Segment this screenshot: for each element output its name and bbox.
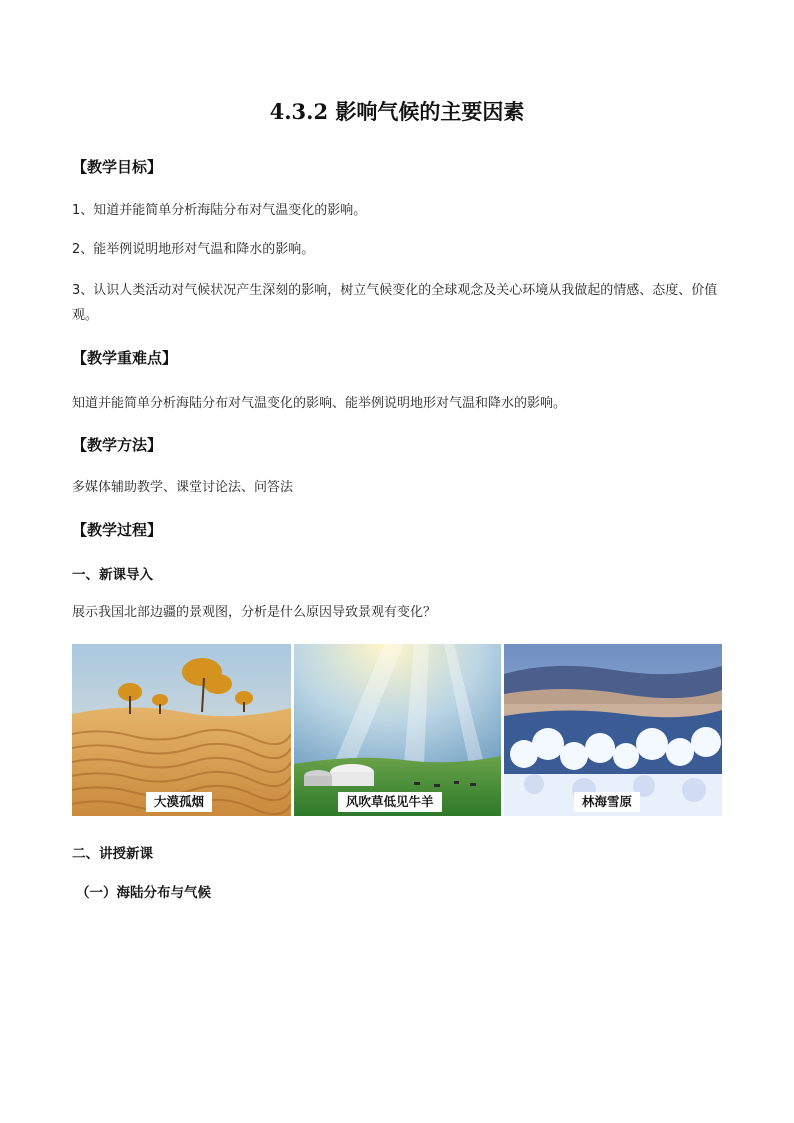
snow-forest-photo [504,644,722,816]
landscape-photos [72,644,722,816]
part2-subheading: （一）海陆分布与气候 [76,885,211,901]
page-title: 4.3.2 影响气候的主要因素 [269,99,525,124]
key-points-heading: 【教学重难点】 [72,349,178,367]
photo-caption-grassland: 风吹草低见牛羊 [338,792,442,812]
part2-heading: 二、讲授新课 [72,846,153,862]
goals-heading: 【教学目标】 [72,158,163,176]
process-heading: 【教学过程】 [72,521,163,539]
key-points-text: 知道并能简单分析海陆分布对气温变化的影响、能举例说明地形对气温和降水的影响。 [72,396,567,411]
grassland-photo [294,644,501,816]
desert-photo [72,644,291,816]
photo-caption-snow-forest: 林海雪原 [574,792,640,812]
goal-3: 3、认识人类活动对气候状况产生深刻的影响，树立气候变化的全球观念及关心环境从我做起的情感、态度、价值观。 [72,283,718,323]
part1-text: 展示我国北部边疆的景观图，分析是什么原因导致景观有变化？ [72,605,437,620]
photo-caption-desert: 大漠孤烟 [146,792,212,812]
part1-heading: 一、新课导入 [72,567,153,583]
method-text: 多媒体辅助教学、课堂讨论法、问答法 [72,480,294,495]
method-heading: 【教学方法】 [72,436,163,454]
goal-1: 1、知道并能简单分析海陆分布对气温变化的影响。 [72,203,367,218]
goal-2: 2、能举例说明地形对气温和降水的影响。 [72,242,315,257]
